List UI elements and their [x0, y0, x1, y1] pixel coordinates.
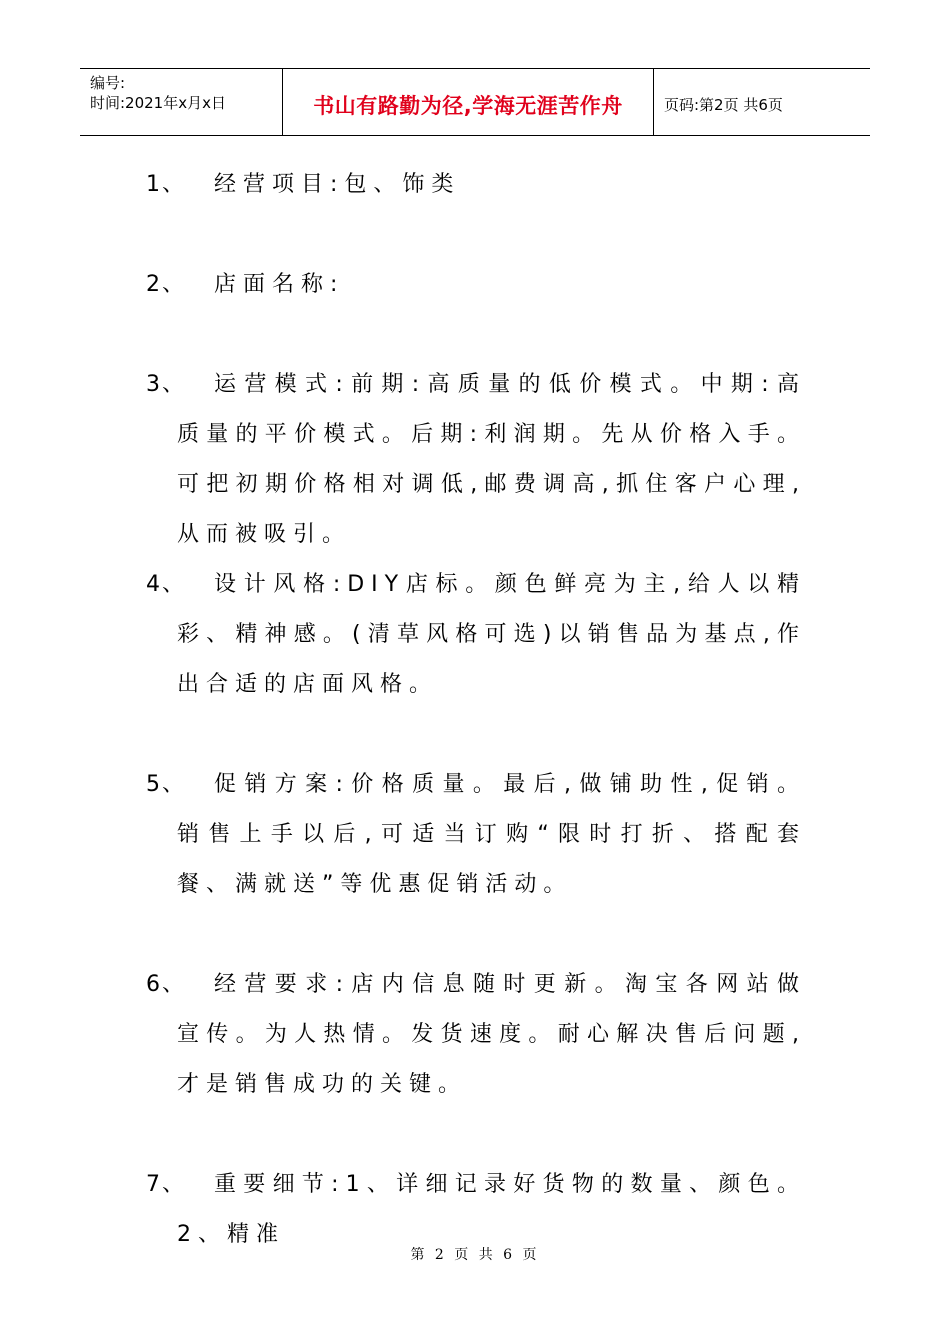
- list-item: [146, 560, 806, 710]
- header-page-info: 页码:第2页 共6页: [664, 95, 783, 114]
- header-meta: [80, 69, 282, 135]
- list-item-number: 4、: [146, 572, 186, 597]
- list-item-text: 经营项目:包、饰类: [214, 172, 461, 197]
- list-item-number: 2、: [146, 272, 186, 297]
- list-item-number: 3、: [146, 372, 186, 397]
- list-item-number: 5、: [146, 772, 186, 797]
- list-item: [146, 360, 806, 560]
- date-label: 时间:2021年x月x日: [90, 94, 226, 112]
- list-item-text: 促销方案:价格质量。最后,做铺助性,促销。销售上手以后,可适当订购“限时打折、搭配套餐、满就送”等优惠促销活动。: [177, 772, 806, 897]
- list-item: [146, 260, 806, 310]
- code-label: 编号:: [90, 74, 126, 92]
- list-item: [146, 760, 806, 910]
- list-item-number: 7、: [146, 1172, 186, 1197]
- list-item-text: 经营要求:店内信息随时更新。淘宝各网站做宣传。为人热情。发货速度。耐心解决售后问题,才是销售成功的关键。: [177, 972, 806, 1097]
- list-item: [146, 160, 806, 210]
- header-motto: 书山有路勤为径,学海无涯苦作舟: [282, 69, 654, 135]
- list-item-text: 重要细节:1、详细记录好货物的数量、颜色。2、精准: [177, 1172, 806, 1247]
- list-item-number: 1、: [146, 172, 186, 197]
- document-header: [80, 68, 870, 136]
- list-item-text: 设计风格:DIY店标。颜色鲜亮为主,给人以精彩、精神感。(清草风格可选)以销售品为基点,作出合适的店面风格。: [177, 572, 806, 697]
- list-item-text: 运营模式:前期:高质量的低价模式。中期:高质量的平价模式。后期:利润期。先从价格入手。可把初期价格相对调低,邮费调高,抓住客户心理,从而被吸引。: [177, 372, 806, 547]
- list-item-number: 6、: [146, 972, 186, 997]
- list-item: [146, 960, 806, 1110]
- list-item-text: 店面名称:: [214, 272, 345, 297]
- page-footer: 第 2 页 共 6 页: [410, 1247, 540, 1263]
